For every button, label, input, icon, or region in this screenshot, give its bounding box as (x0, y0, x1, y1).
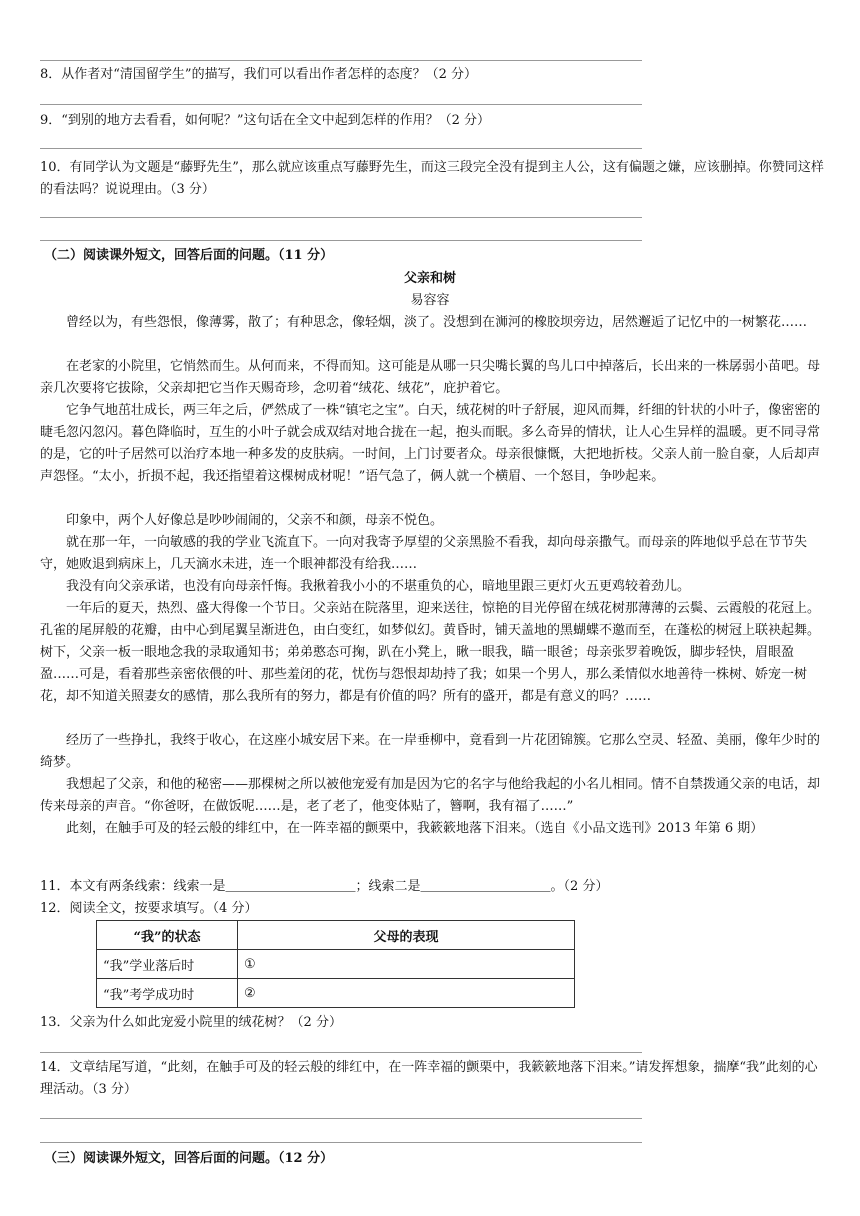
article-author: 易容容 (410, 293, 450, 308)
answer-line (40, 104, 642, 105)
answer-line (40, 60, 642, 61)
article-paragraph-5: 就在那一年，一向敏感的我的学业飞流直下。一向对我寄予厚望的父亲黑脸不看我，却向母亲撒气。而母亲的阵地似乎总在节节失守，她败退到病床上，几天滴水未进，连一个眼神都没有给我…… (40, 535, 808, 572)
answer-line (40, 1118, 642, 1119)
article-paragraph-6: 我没有向父亲承诺，也没有向母亲忏悔。我揪着我小小的不堪重负的心，暗地里跟三更灯火五更鸡较着劲儿。 (66, 579, 691, 594)
article-paragraph-10: 此刻，在触手可及的轻云般的绯红中，在一阵幸福的颤栗中，我簌簌地落下泪来。（选自《小品文选刊》2013 年第 6 期） (66, 821, 764, 836)
answer-table (96, 920, 575, 1008)
article-paragraph-4: 印象中，两个人好像总是吵吵闹闹的，父亲不和颜，母亲不悦色。 (66, 513, 444, 528)
table-row (97, 979, 575, 1008)
table-cell: “我”学业落后时 (97, 950, 238, 979)
answer-line (40, 1052, 642, 1053)
article-paragraph-8: 经历了一些挣扎，我终于收心，在这座小城安居下来。在一岸垂柳中，竟看到一片花团锦簇。它那么空灵、轻盈、美丽，像年少时的绮梦。 (40, 733, 821, 770)
table-cell: “我”考学成功时 (97, 979, 238, 1008)
question-14: 14．文章结尾写道，“此刻，在触手可及的轻云般的绯红中，在一阵幸福的颤栗中，我簌簌地落下泪来。”请发挥想象，揣摩“我”此刻的心理活动。（3 分） (40, 1060, 818, 1097)
table-row (97, 950, 575, 979)
article-paragraph-1: 曾经以为，有些怨恨，像薄雾，散了；有种思念，像轻烟，淡了。没想到在浉河的橡胶坝旁边，居然邂逅了记忆中的一树繁花…… (66, 315, 808, 330)
question-10: 10．有同学认为文题是“藤野先生”，那么就应该重点写藤野先生，而这三段完全没有提到主人公，这有偏题之嫌，应该删掉。你赞同这样的看法吗？说说理由。（3 分） (40, 160, 824, 197)
section-3-heading: （三）阅读课外短文，回答后面的问题。（12 分） (44, 1151, 334, 1166)
answer-line (40, 240, 642, 241)
article-paragraph-3: 它争气地茁壮成长，两三年之后，俨然成了一株“镇宅之宝”。白天，绒花树的叶子舒展，迎风而舞，纤细的针状的小叶子，像密密的睫毛忽闪忽闪。暮色降临时，互生的小叶子就会成双结对地合拢在一起，抱头而眠。多么奇异的情状，让人心生异样的温暖。更不同寻常的是，它的叶子居然可以治疗本地一种多发的皮肤病。一时间，上门讨要者众。母亲很慷慨，大把地折枝。父亲人前一脸自豪，人后却声声怨怪。“太小，折损不起，我还指望着这棵树成材呢！”语气急了，俩人就一个横眉、一个怒目，争吵起来。 (40, 403, 821, 484)
question-12: 12．阅读全文，按要求填写。（4 分） (40, 901, 258, 916)
answer-line (40, 148, 642, 149)
question-11: 11．本文有两条线索：线索一是＿＿＿＿＿＿＿＿＿＿；线索二是＿＿＿＿＿＿＿＿＿＿。（2 分） (40, 879, 609, 894)
answer-line (40, 217, 642, 218)
question-13: 13．父亲为什么如此宠爱小院里的绒花树？（2 分） (40, 1015, 342, 1030)
table-answer-cell[interactable]: ① (238, 950, 575, 979)
table-header-parents: 父母的表现 (238, 921, 575, 950)
article-paragraph-9: 我想起了父亲，和他的秘密——那棵树之所以被他宠爱有加是因为它的名字与他给我起的小名儿相同。情不自禁拨通父亲的电话，却传来母亲的声音。“你爸呀，在做饭呢……是，老了老了，他变体贴了，簪啊，我有福了……” (40, 777, 821, 814)
article-paragraph-7: 一年后的夏天，热烈、盛大得像一个节日。父亲站在院落里，迎来送往，惊艳的目光停留在绒花树那薄薄的云鬓、云霞般的花冠上。孔雀的尾屏般的花瓣，由中心到尾翼呈渐进色，由白变红，如梦似幻。黄昏时，铺天盖地的黑蝴蝶不邀而至，在蓬松的树冠上联袂起舞。树下，父亲一板一眼地念我的录取通知书；弟弟憨态可掬，趴在小凳上，瞅一眼我，瞄一眼爸；母亲张罗着晚饭，脚步轻快，眉眼盈盈……可是，看着那些亲密依偎的叶、那些羞闭的花，忧伤与怨恨却劫持了我；如果一个男人，那么柔情似水地善待一株树、娇宠一树花，却不知道关照妻女的感情，那么我所有的努力，都是有价值的吗？所有的盛开，都是有意义的吗？…… (40, 601, 821, 704)
question-9: 9．“到别的地方去看看，如何呢？”这句话在全文中起到怎样的作用？（2 分） (40, 113, 490, 128)
question-8: 8．从作者对“清国留学生”的描写，我们可以看出作者怎样的态度？（2 分） (40, 67, 477, 82)
answer-line (40, 1142, 642, 1143)
section-2-heading: （二）阅读课外短文，回答后面的问题。（11 分） (44, 248, 334, 263)
article-title: 父亲和树 (403, 271, 456, 286)
table-answer-cell[interactable]: ② (238, 979, 575, 1008)
article-paragraph-2: 在老家的小院里，它悄然而生。从何而来，不得而知。这可能是从哪一只尖嘴长翼的鸟儿口中掉落后，长出来的一株孱弱小苗吧。母亲几次要将它拔除，父亲却把它当作天赐奇珍，念叨着“绒花、绒花”，庇护着它。 (40, 359, 821, 396)
table-header-state: “我”的状态 (97, 921, 238, 950)
